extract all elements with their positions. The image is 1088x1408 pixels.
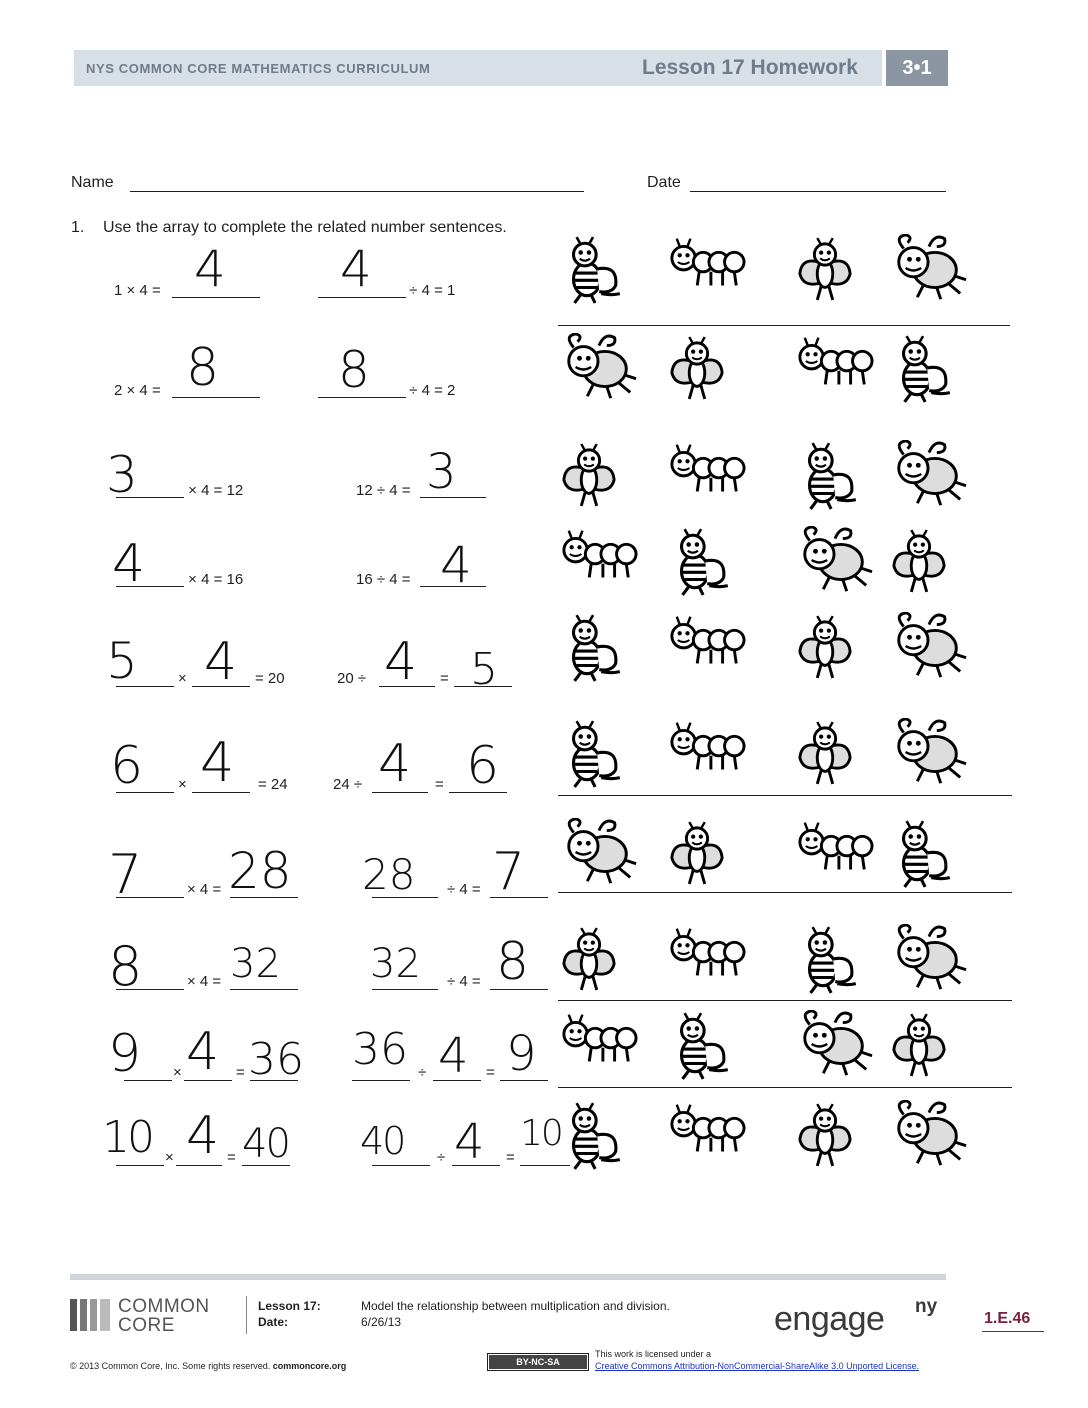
beetle-icon	[890, 718, 968, 788]
butterfly-icon	[796, 234, 854, 304]
equation-9-equals: =	[236, 1064, 245, 1081]
equation-8-right-text: ÷ 4 =	[447, 973, 481, 990]
date-field[interactable]	[690, 191, 946, 192]
ant-icon	[560, 1010, 638, 1070]
bee-icon	[560, 234, 622, 306]
page-number-underline	[982, 1331, 1044, 1332]
butterfly-icon	[796, 612, 854, 682]
equation-5-equals: = 20	[255, 670, 285, 687]
footer-bar	[70, 1274, 946, 1280]
equation-6-answer-1: 6	[110, 736, 144, 796]
equation-9-answer-3: 36	[248, 1034, 304, 1085]
equation-3-answer-1: 3	[106, 446, 138, 504]
ant-icon	[668, 234, 746, 294]
logo-text-common: COMMON	[118, 1296, 210, 1317]
lesson-title: Lesson 17 Homework	[642, 56, 858, 79]
footer-lesson-label: Lesson 17:	[258, 1299, 321, 1313]
butterfly-icon	[560, 440, 618, 510]
equation-4-answer-1: 4	[112, 534, 146, 594]
name-label: Name	[71, 174, 114, 191]
equation-1-answer-2: 4	[340, 240, 372, 298]
equation-8-left-text: × 4 =	[187, 973, 222, 990]
ant-icon	[796, 818, 874, 878]
equation-2-left-text: 2 × 4 =	[114, 382, 165, 399]
footer-date-value: 6/26/13	[361, 1315, 402, 1329]
equation-6-answer-4: 6	[466, 736, 500, 796]
butterfly-icon	[890, 526, 948, 596]
equation-10-answer-2: 4	[186, 1106, 220, 1166]
array-separator-line	[558, 325, 1010, 326]
equation-8-blank-2[interactable]	[230, 989, 298, 990]
equation-8-answer-2: 32	[230, 941, 281, 987]
equation-10-answer-3: 40	[242, 1121, 289, 1167]
cc-license-badge-text: BY-NC-SA	[489, 1355, 587, 1369]
license-link[interactable]: Creative Commons Attribution-NonCommercial-ShareAlike 3.0 Unported License.	[595, 1361, 920, 1371]
butterfly-icon	[796, 1100, 854, 1170]
ant-icon	[796, 333, 874, 393]
equation-9-answer-2: 4	[186, 1022, 220, 1082]
module-badge: 3•1	[886, 50, 948, 86]
ant-icon	[668, 718, 746, 778]
equation-9-answer-1: 9	[108, 1024, 142, 1084]
ant-icon	[560, 526, 638, 586]
array-separator-line	[558, 795, 1012, 796]
butterfly-icon	[560, 924, 618, 994]
equation-5-divide: 20 ÷	[337, 670, 367, 687]
equation-9-equals-2: =	[486, 1064, 495, 1081]
equation-5-answer-1: 5	[106, 632, 138, 690]
equation-10-blank-4[interactable]	[372, 1165, 430, 1166]
equation-7-answer-3: 28	[362, 850, 416, 899]
beetle-icon	[890, 924, 968, 994]
page-number: 1.E.46	[984, 1310, 1031, 1327]
bee-icon	[668, 1010, 730, 1082]
equation-6-answer-2: 4	[200, 731, 235, 794]
beetle-icon	[890, 440, 968, 510]
equation-5-answer-4: 5	[470, 644, 498, 695]
beetle-icon	[796, 526, 874, 596]
butterfly-icon	[796, 718, 854, 788]
equation-10-equals: =	[227, 1149, 236, 1166]
beetle-icon	[796, 1010, 874, 1080]
license-text: This work is licensed under a	[595, 1349, 712, 1359]
equation-2-right-text: ÷ 4 = 2	[405, 382, 456, 399]
copyright-site: commoncore.org	[272, 1361, 347, 1371]
beetle-icon	[890, 234, 968, 304]
beetle-icon	[890, 1100, 968, 1170]
equation-8-answer-4: 8	[496, 932, 530, 992]
equation-7-left-text: × 4 =	[187, 881, 222, 898]
equation-4-answer-2: 4	[440, 536, 472, 594]
bee-icon	[890, 333, 952, 405]
equation-6-equals-2: =	[435, 776, 444, 793]
common-core-logo-icon	[70, 1299, 112, 1331]
equation-9-answer-6: 9	[506, 1026, 537, 1082]
equation-10-answer-5: 4	[454, 1114, 485, 1170]
equation-3-left-text: × 4 = 12	[184, 482, 244, 499]
array-separator-line	[558, 1087, 1012, 1088]
copyright-text: © 2013 Common Core, Inc. Some rights reserved.	[70, 1361, 271, 1371]
bee-icon	[890, 818, 952, 890]
equation-5-answer-2: 4	[204, 632, 238, 692]
equation-6-times: ×	[178, 776, 187, 793]
beetle-icon	[890, 612, 968, 682]
equation-10-answer-1: 10	[102, 1112, 152, 1163]
bee-icon	[668, 526, 730, 598]
ant-icon	[668, 1100, 746, 1160]
bee-icon	[796, 924, 858, 996]
equation-10-times: ×	[165, 1149, 174, 1166]
array-separator-line	[558, 892, 1012, 893]
butterfly-icon	[668, 818, 726, 888]
bee-icon	[560, 718, 622, 790]
beetle-icon	[560, 818, 638, 888]
footer-divider	[246, 1296, 247, 1334]
ant-icon	[668, 924, 746, 984]
ant-icon	[668, 612, 746, 672]
bee-icon	[796, 440, 858, 512]
equation-6-answer-3: 4	[378, 734, 412, 794]
equation-3-right-text: 12 ÷ 4 =	[356, 482, 411, 499]
equation-9-divide: ÷	[418, 1064, 427, 1081]
equation-4-left-text: × 4 = 16	[184, 571, 244, 588]
problem-instruction: Use the array to complete the related number sentences.	[103, 219, 507, 236]
equation-1-left-text: 1 × 4 =	[114, 282, 165, 299]
equation-7-answer-4: 7	[492, 842, 526, 902]
name-field[interactable]	[130, 191, 584, 192]
equation-10-answer-6: 10	[520, 1113, 562, 1154]
equation-4-right-text: 16 ÷ 4 =	[356, 571, 411, 588]
equation-9-blank-4[interactable]	[352, 1080, 410, 1081]
beetle-icon	[560, 333, 638, 403]
equation-7-answer-2: 28	[228, 842, 292, 900]
bee-icon	[560, 612, 622, 684]
equation-1-answer-1: 4	[194, 240, 226, 298]
curriculum-title: NYS COMMON CORE MATHEMATICS CURRICULUM	[86, 61, 431, 76]
equation-5-answer-3: 4	[384, 632, 418, 692]
equation-5-equals-2: =	[440, 670, 449, 687]
equation-10-blank-1[interactable]	[116, 1165, 164, 1166]
engageny-logo-sup: ny	[915, 1296, 938, 1317]
equation-7-right-text: ÷ 4 =	[447, 881, 481, 898]
bee-icon	[560, 1100, 622, 1172]
engageny-logo: engage	[774, 1300, 885, 1338]
equation-2-answer-2: 8	[338, 341, 370, 399]
equation-3-answer-2: 3	[426, 444, 457, 500]
equation-6-divide: 24 ÷	[333, 776, 363, 793]
equation-9-answer-4: 36	[352, 1024, 408, 1075]
equation-10-answer-4: 40	[360, 1119, 405, 1163]
equation-6-equals: = 24	[258, 776, 288, 793]
copyright-line	[70, 1361, 346, 1371]
footer-lesson-desc: Model the relationship between multiplication and division.	[361, 1299, 670, 1313]
logo-text-core: CORE	[118, 1315, 175, 1336]
equation-1-right-text: ÷ 4 = 1	[405, 282, 456, 299]
problem-number: 1.	[71, 219, 85, 236]
equation-9-answer-5: 4	[438, 1028, 469, 1084]
array-separator-line	[558, 1000, 1012, 1001]
equation-9-times: ×	[173, 1064, 182, 1081]
equation-8-blank-3[interactable]	[372, 989, 438, 990]
equation-8-answer-1: 8	[108, 935, 143, 998]
ant-icon	[668, 440, 746, 500]
equation-5-times: ×	[178, 670, 187, 687]
equation-7-answer-1: 7	[108, 843, 143, 906]
butterfly-icon	[668, 333, 726, 403]
footer-date-label: Date:	[258, 1315, 289, 1329]
date-label: Date	[647, 174, 681, 191]
equation-2-answer-1: 8	[186, 338, 220, 398]
equation-8-answer-3: 32	[370, 941, 421, 987]
butterfly-icon	[890, 1010, 948, 1080]
equation-10-equals-2: =	[506, 1149, 515, 1166]
equation-10-divide: ÷	[437, 1149, 446, 1166]
